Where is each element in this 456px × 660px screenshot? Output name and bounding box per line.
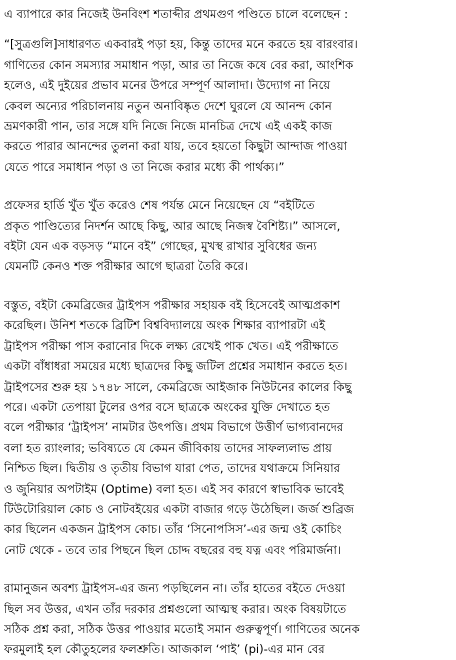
paragraph-line: কার ছিলেন একজন ট্রাইপস কোচ। তাঁর ‘সিনোপসিস’-এর জন্ম ওই কোচিং (4, 522, 342, 537)
paragraph-line: সঠিক প্রশ্ন করা, সঠিক উত্তর পাওয়ার মতোই সমান গুরুত্বপূর্ণ। গাণিতের অনেক (4, 621, 360, 636)
paragraph-line: ট্রাইপসের শুরু হয় ১৭৪৮ সালে, কেমব্রিজে আইজাক নিউটনের কালের কিছু (4, 379, 352, 394)
paragraph-line: প্রফেসর হার্ডি খুঁত খুঁত করেও শেষ পর্যন্ত মেনে নিয়েছেন যে “বইটিতে (4, 198, 315, 213)
paragraph-line: ট্রাইপস পরীক্ষা পাস করানোর দিকে লক্ষ্য রেখেই পাক খেত। এই পরীক্ষাতে (4, 338, 339, 353)
paragraph-line: নোট থেকে - তবে তার পিছনে ছিল চোদ্দ বছরের বহু যত্ন এবং পরিমার্জনা। (4, 542, 341, 557)
paragraph-line: বস্তুত, বইটা কেমব্রিজের ট্রাইপস পরীক্ষার সহায়ক বই হিসেবেই আত্মপ্রকাশ (4, 297, 340, 312)
quote-line: “[সুত্রগুলি]সাধারণত একবারই পড়া হয়, কিন্তু তাদের মনে করতে হয় বারংবার। (4, 37, 358, 52)
quote-line: কেবল অন্যের পরিচালনায় নতুন অনাবিষ্কৃত দেশে ঘুরলে যে আনন্দ কোন (4, 98, 332, 113)
paragraph-line: বলে পরীক্ষার ‘ট্রাইপস’ নামটার উৎপত্তি। প্রথম বিভাগে উত্তীর্ণ ভাগ্যবানদের (4, 420, 344, 435)
paragraph-line: ছিল সব উত্তর, এখন তাঁর দরকার প্রশ্নগুলো আত্মস্থ করার। অংক বিষয়টাতে (4, 601, 347, 616)
paragraph-line: যেমনটি কেনও শক্ত পরীক্ষার আগে ছাত্ররা তৈরি করে। (4, 259, 249, 274)
quote-line: যেতে পারে সমাধান পড়া ও তা নিজে করার মধ্যে কী পার্থক্য।” (4, 159, 285, 174)
paragraph-ramanujan (4, 578, 450, 660)
intro-line: এ ব্যাপারে কার নিজেই উনবিংশ শতাব্দীর প্রথমগুণ পণ্ডিতে চালে বলেছেন : (4, 7, 349, 21)
quote-line: ভ্রমণকারী পান, তার সঙ্গে যদি নিজে নিজে মানচিত্র দেখে এই একই কাজ (4, 119, 333, 134)
paragraph-line: পরে। একটা তেপায়া টুলের ওপর বসে ছাত্রকে অংকের যুক্তি দেখাতে হত (4, 399, 330, 414)
paragraph-line: ও জুনিয়ার অপটাইম (Optime) বলা হত। এই সব কারণে স্বাভাবিক ভাবেই (4, 481, 344, 496)
quote-line: করতে পারার আনন্দের তুলনা করা যায়, তবে হয়তো কিছুটা আন্দাজ পাওয়া (4, 139, 347, 154)
paragraph-line: রামানুজন অবশ্য ট্রাইপস-এর জন্য পড়ছিলেন না। তাঁর হাতের বইতে দেওয়া (4, 581, 345, 596)
paragraph-hardy (4, 195, 450, 277)
paragraph-line: বইটা যেন এক বড়সড় “মানে বই” গোছের, মুখস্থ রাখার সুবিধের জন্য (4, 239, 317, 254)
quote-paragraph (4, 34, 450, 177)
paragraph-line: নিশ্চিত ছিল। দ্বিতীয় ও তৃতীয় বিভাগ যারা পেত, তাদের যথাক্রমে সিনিয়ার (4, 461, 340, 476)
paragraph-line: একটা বাঁধাধরা সময়ের মধ্যে ছাত্রদের কিছু জটিল প্রশ্নের সমাধান করতে হত। (4, 359, 348, 374)
quote-line: হলেও, এই দুইয়ের প্রভাব মনের উপরে সম্পূর্ণ আলাদা। উদ্যোগ না নিয়ে (4, 78, 331, 93)
paragraph-line: ফরমুলাই হল কৌতুহলের ফলশ্রুতি। আজকাল ‘পাই’ (pi)-এর মান বের (4, 642, 325, 657)
paragraph-line: টিউটোরিয়াল কোচ ও নোটবইয়ের একটা বাজার গড়ে উঠেছিল। জর্জ শুব্রিজ (4, 501, 355, 516)
paragraph-line: বলা হত র‍্যাংলার; ভবিষ্যতে যে কেমন জীবিকায় তাদের সাফল্যলাভ প্রায় (4, 440, 332, 455)
paragraph-tripos (4, 295, 450, 560)
quote-line: গাণিতের কোন সমস্যার সমাধান পড়া, আর তা নিজে কষে বের করা, আংশিক (4, 57, 354, 72)
paragraph-line: করেছিল। উনিশ শতকে ব্রিটিশ বিশ্ববিদ্যালয়ে অংক শিক্ষার ব্যাপারটা এই (4, 318, 326, 333)
paragraph-line: প্রকৃত পাণ্ডিত্যের নিদর্শন আছে কিছু, আর আছে নিজস্ব বৈশিষ্ট্য।” আসলে, (4, 218, 341, 233)
